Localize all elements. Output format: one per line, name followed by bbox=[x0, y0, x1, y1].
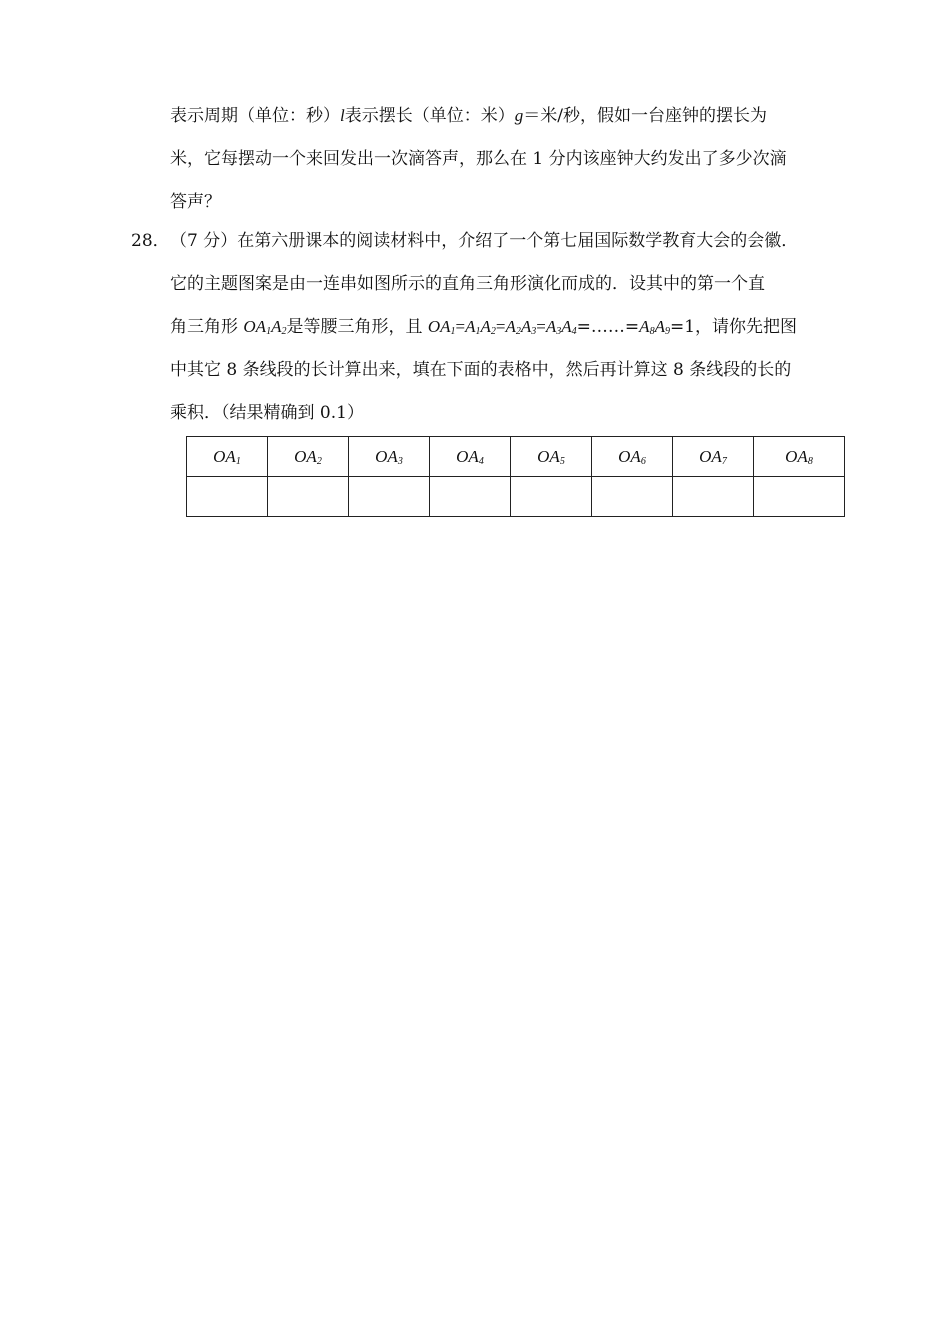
answer-cell[interactable] bbox=[349, 477, 430, 517]
answer-cell[interactable] bbox=[592, 477, 673, 517]
question-number: 28． bbox=[131, 231, 170, 251]
answer-cell[interactable] bbox=[673, 477, 754, 517]
math-oa1a2: $OA_1A_2$ bbox=[243, 317, 287, 337]
text-fragment: ＝米/秒，假如一台座钟的摆长为 bbox=[523, 106, 767, 126]
text-fragment: 角三角形 bbox=[170, 317, 244, 337]
header-cell-oa8: $OA_8$ bbox=[754, 437, 845, 477]
continuation-line-2: 米，它每摆动一个来回发出一次滴答声，那么在 1 分内该座钟大约发出了多少次滴 bbox=[170, 149, 787, 169]
question-line-4: 中其它 8 条线段的长计算出来，填在下面的表格中，然后再计算这 8 条线段的长的 bbox=[170, 360, 792, 380]
table-answer-row bbox=[187, 477, 845, 517]
header-cell-oa6: $OA_6$ bbox=[592, 437, 673, 477]
header-cell-oa1: $OA_1$ bbox=[187, 437, 268, 477]
segment-length-table bbox=[186, 436, 845, 517]
answer-cell[interactable] bbox=[430, 477, 511, 517]
answer-cell[interactable] bbox=[268, 477, 349, 517]
answer-cell[interactable] bbox=[187, 477, 268, 517]
question-line-2: 它的主题图案是由一连串如图所示的直角三角形演化而成的．设其中的第一个直 bbox=[170, 274, 765, 294]
question-line-3 bbox=[170, 316, 797, 338]
variable-l: l bbox=[340, 106, 345, 125]
math-a8a9: $A_8A_9$ bbox=[639, 317, 670, 337]
text-fragment: 是等腰三角形，且 bbox=[286, 317, 428, 337]
continuation-line-3: 答声？ bbox=[170, 192, 221, 212]
text-fragment: 表示摆长（单位：米） bbox=[344, 106, 515, 126]
variable-g: g bbox=[514, 106, 524, 125]
text-fragment: =1，请你先把图 bbox=[669, 317, 798, 337]
text-fragment: =……= bbox=[576, 317, 640, 337]
header-cell-oa2: $OA_2$ bbox=[268, 437, 349, 477]
question-line-5: 乘积．（结果精确到 0.1） bbox=[170, 403, 364, 423]
answer-cell[interactable] bbox=[511, 477, 592, 517]
header-cell-oa7: $OA_7$ bbox=[673, 437, 754, 477]
question-line-1: （7 分）在第六册课本的阅读材料中，介绍了一个第七届国际数学教育大会的会徽． bbox=[170, 231, 799, 251]
continuation-line-1 bbox=[170, 105, 767, 127]
table-header-row bbox=[187, 437, 845, 477]
header-cell-oa3: $OA_3$ bbox=[349, 437, 430, 477]
answer-cell[interactable] bbox=[754, 477, 845, 517]
text-fragment: 表示周期（单位：秒） bbox=[170, 106, 340, 126]
header-cell-oa5: $OA_5$ bbox=[511, 437, 592, 477]
math-equality-chain: $OA_1=A_1A_2=A_2A_3=A_3A_4$ bbox=[427, 317, 577, 337]
header-cell-oa4: $OA_4$ bbox=[430, 437, 511, 477]
